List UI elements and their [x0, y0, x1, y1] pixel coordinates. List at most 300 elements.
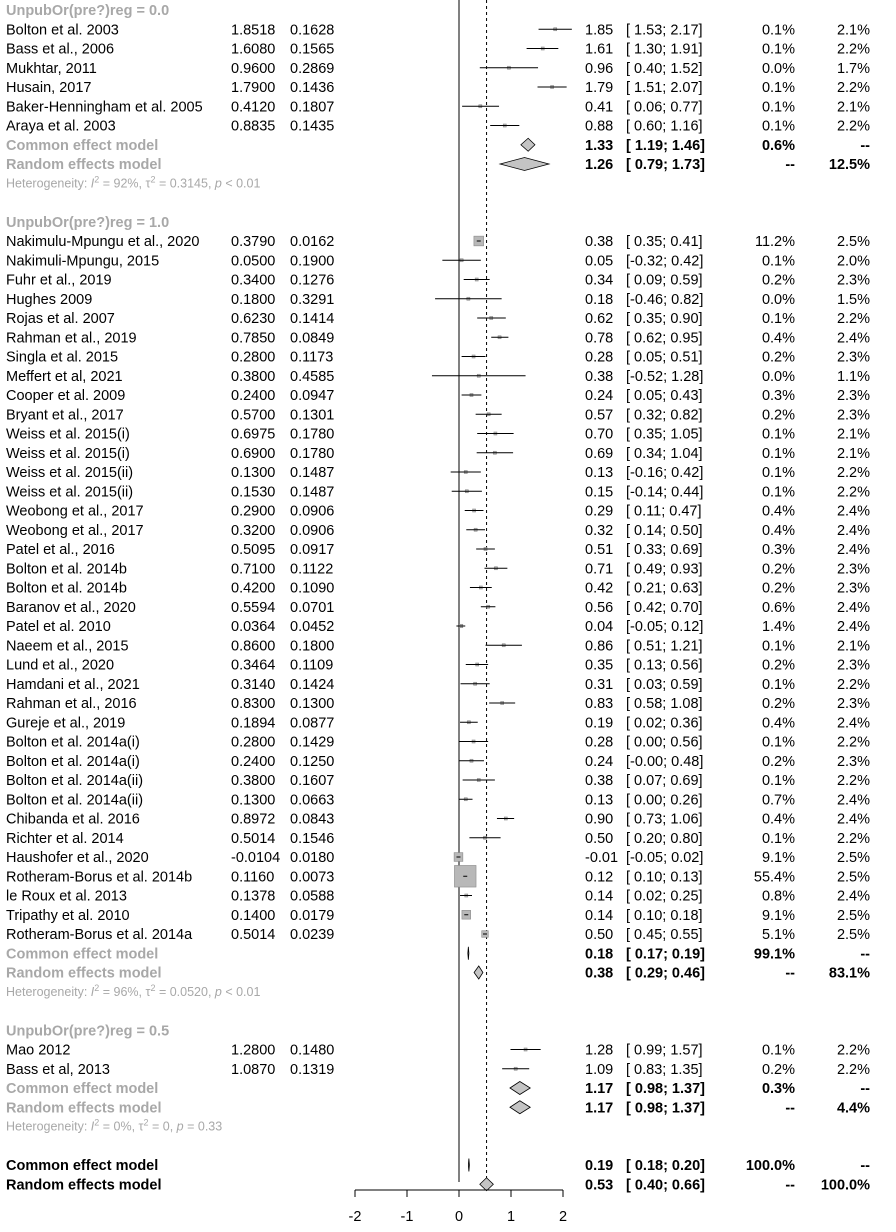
study-name: Bryant et al., 2017	[6, 407, 124, 424]
study-weight-random: 2.4%	[836, 619, 870, 635]
study-weight-random: 2.3%	[836, 388, 870, 404]
summary-estimate: 0.18	[585, 946, 614, 963]
study-weight-random: 2.5%	[836, 850, 870, 866]
heterogeneity-part: p	[214, 984, 222, 999]
summary-estimate: 0.38	[585, 965, 614, 982]
heterogeneity-part: 2	[143, 1117, 149, 1128]
study-te: 0.5014	[231, 927, 276, 943]
study-sete: 0.1090	[290, 580, 335, 597]
study-name: Rotheram-Borus et al. 2014b	[6, 869, 193, 886]
study-estimate: 0.13	[585, 465, 614, 481]
study-weight-common: 0.2%	[761, 272, 795, 289]
study-weight-random: 2.1%	[836, 99, 870, 116]
study-weight-random: 2.4%	[836, 811, 870, 828]
study-name: Chibanda et al. 2016	[6, 811, 140, 828]
study-estimate: 0.88	[585, 118, 614, 135]
study-estimate: 0.32	[585, 522, 614, 539]
study-estimate: 0.96	[585, 60, 614, 77]
study-sete: 0.1429	[290, 734, 335, 751]
study-sete: 0.0162	[290, 234, 335, 250]
study-estimate: 0.14	[585, 888, 614, 905]
study-sete: 0.0906	[290, 503, 335, 520]
study-estimate: 0.18	[585, 291, 614, 308]
study-sete: 0.1276	[290, 272, 335, 289]
summary-diamond	[500, 158, 549, 171]
summary-diamond	[468, 947, 469, 960]
study-ci: [ 0.20; 0.80]	[626, 830, 703, 847]
study-weight-common: 0.1%	[761, 1042, 795, 1059]
study-estimate: 0.56	[585, 599, 614, 616]
heterogeneity-part: = 0%,	[99, 1119, 139, 1134]
study-sete: 0.1122	[290, 561, 334, 578]
study-name: Weiss et al. 2015(i)	[6, 445, 130, 462]
study-name: Husain, 2017	[6, 80, 92, 96]
summary-diamond	[510, 1101, 530, 1114]
study-estimate: 0.35	[585, 657, 614, 674]
study-name: Baranov et al., 2020	[6, 599, 136, 616]
summary-estimate: 0.53	[585, 1177, 614, 1194]
summary-weight-common: --	[785, 157, 795, 173]
study-weight-common: 0.0%	[761, 60, 795, 77]
study-name: le Roux et al. 2013	[6, 888, 127, 905]
study-weight-common: 0.2%	[761, 580, 795, 597]
study-name: Weiss et al. 2015(ii)	[6, 484, 134, 501]
study-sete: 0.1300	[290, 696, 335, 712]
study-ci: [ 0.35; 0.41]	[626, 234, 703, 250]
study-sete: 0.1780	[290, 426, 335, 443]
study-name: Bolton et al. 2003	[6, 22, 119, 39]
study-weight-random: 2.3%	[836, 407, 870, 424]
study-weight-random: 2.4%	[836, 542, 870, 558]
study-te: 0.8835	[231, 118, 276, 135]
heterogeneity-part: Heterogeneity:	[6, 1119, 91, 1134]
heterogeneity-part: = 0.3145,	[155, 176, 215, 191]
study-te: 0.1530	[231, 484, 276, 501]
study-weight-common: 0.4%	[761, 522, 795, 539]
study-sete: 0.0701	[290, 599, 335, 616]
study-weight-common: 0.4%	[761, 811, 795, 828]
study-te: 0.1800	[231, 291, 276, 308]
study-name: Naeem et al., 2015	[6, 638, 129, 655]
study-sete: 0.1424	[290, 676, 335, 693]
study-name: Bolton et al. 2014a(i)	[6, 734, 140, 751]
study-name: Patel et al. 2010	[6, 619, 111, 635]
study-estimate: 0.15	[585, 484, 614, 501]
summary-label: Random effects model	[6, 1100, 162, 1117]
summary-weight-random: 100.0%	[820, 1177, 870, 1194]
heterogeneity-part: τ	[145, 176, 151, 191]
study-te: 0.3464	[231, 657, 276, 674]
study-name: Singla et al. 2015	[6, 349, 119, 366]
heterogeneity-part: = 92%,	[99, 176, 146, 191]
study-te: 0.9600	[231, 60, 276, 77]
study-estimate: 0.51	[585, 542, 614, 558]
study-weight-common: 0.2%	[761, 696, 795, 712]
summary-diamond	[521, 138, 535, 151]
study-ci: [ 0.05; 0.51]	[626, 349, 703, 366]
study-weight-common: 9.1%	[761, 850, 795, 866]
study-weight-common: 1.4%	[761, 619, 795, 635]
study-sete: 0.1565	[290, 41, 335, 58]
study-weight-random: 2.4%	[836, 792, 870, 809]
study-ci: [-0.00; 0.48]	[626, 753, 704, 770]
study-weight-random: 2.2%	[836, 41, 870, 58]
study-ci: [ 0.06; 0.77]	[626, 99, 703, 116]
study-sete: 0.0239	[290, 927, 335, 943]
study-weight-random: 2.2%	[836, 734, 870, 751]
study-estimate: 0.38	[585, 773, 614, 789]
study-weight-common: 0.1%	[761, 253, 795, 270]
study-te: 0.1160	[231, 869, 275, 886]
study-ci: [ 0.35; 0.90]	[626, 311, 703, 327]
study-te: 0.0364	[231, 619, 276, 635]
study-weight-random: 2.3%	[836, 696, 870, 712]
study-weight-common: 11.2%	[754, 234, 795, 250]
study-name: Nakimulu-Mpungu et al., 2020	[6, 234, 200, 250]
summary-weight-random: --	[860, 946, 870, 963]
study-sete: 0.1250	[290, 753, 335, 770]
study-ci: [ 0.99; 1.57]	[626, 1042, 703, 1059]
study-weight-random: 2.3%	[836, 753, 870, 770]
study-weight-common: 0.6%	[761, 599, 795, 616]
study-weight-random: 2.3%	[836, 561, 870, 578]
study-sete: 0.0917	[290, 542, 335, 558]
study-estimate: 0.50	[585, 830, 614, 847]
study-te: 0.1400	[231, 907, 276, 924]
study-weight-common: 0.2%	[761, 561, 795, 578]
study-ci: [ 0.21; 0.63]	[626, 580, 703, 597]
study-sete: 0.1480	[290, 1042, 335, 1059]
study-estimate: 0.31	[585, 676, 614, 693]
summary-diamond	[480, 1178, 494, 1191]
subgroup-header: UnpubOr(pre?)reg = 0.0	[6, 3, 170, 19]
study-te: 0.1300	[231, 792, 276, 809]
study-estimate: 0.38	[585, 368, 614, 385]
study-name: Gureje et al., 2019	[6, 715, 126, 732]
study-sete: 0.1414	[290, 311, 335, 327]
x-axis-tick-label: -1	[400, 1209, 414, 1225]
study-ci: [-0.52; 1.28]	[626, 368, 704, 385]
study-estimate: 1.85	[585, 22, 614, 39]
study-name: Bolton et al. 2014a(ii)	[6, 773, 144, 789]
summary-ci: [ 0.29; 0.46]	[626, 965, 705, 982]
study-weight-common: 0.1%	[761, 676, 795, 693]
study-ci: [ 0.34; 1.04]	[626, 445, 703, 462]
study-ci: [-0.05; 0.02]	[626, 850, 704, 866]
study-te: 0.5700	[231, 407, 276, 424]
study-name: Hughes 2009	[6, 291, 93, 308]
study-weight-random: 2.4%	[836, 888, 870, 905]
study-ci: [ 1.51; 2.07]	[626, 80, 703, 96]
study-weight-random: 2.3%	[836, 580, 870, 597]
study-estimate: 0.50	[585, 927, 614, 943]
summary-weight-common: 100.0%	[745, 1158, 795, 1174]
study-name: Mao 2012	[6, 1042, 71, 1059]
study-te: 0.1300	[231, 465, 276, 481]
summary-label: Common effect model	[6, 137, 159, 154]
study-te: 1.7900	[231, 80, 276, 96]
subgroup-header: UnpubOr(pre?)reg = 0.5	[6, 1023, 170, 1040]
study-weight-common: 0.1%	[761, 99, 795, 116]
study-estimate: 0.90	[585, 811, 614, 828]
study-te: 1.2800	[231, 1042, 276, 1059]
study-weight-common: 0.1%	[761, 311, 795, 327]
study-estimate: 0.24	[585, 753, 614, 770]
study-name: Bolton et al. 2014a(i)	[6, 753, 140, 770]
study-ci: [-0.16; 0.42]	[626, 465, 704, 481]
study-ci: [ 0.09; 0.59]	[626, 272, 703, 289]
study-sete: 0.1807	[290, 99, 335, 116]
study-name: Baker-Henningham et al. 2005	[6, 99, 203, 116]
heterogeneity-part: p	[176, 1119, 184, 1134]
study-ci: [ 0.83; 1.35]	[626, 1061, 703, 1078]
study-estimate: 1.79	[585, 80, 614, 96]
study-ci: [ 0.73; 1.06]	[626, 811, 703, 828]
study-estimate: 0.38	[585, 234, 614, 250]
summary-estimate: 1.26	[585, 157, 614, 173]
study-te: 1.6080	[231, 41, 276, 58]
summary-ci: [ 0.17; 0.19]	[626, 946, 705, 963]
study-sete: 0.0947	[290, 388, 335, 404]
study-estimate: 1.09	[585, 1061, 614, 1078]
study-te: 0.6230	[231, 311, 276, 327]
summary-estimate: 1.33	[585, 137, 614, 154]
study-weight-random: 2.2%	[836, 773, 870, 789]
study-weight-random: 2.2%	[836, 118, 870, 135]
study-estimate: 0.70	[585, 426, 614, 443]
summary-ci: [ 1.19; 1.46]	[626, 137, 705, 154]
heterogeneity-part: Heterogeneity:	[6, 984, 91, 999]
study-te: 0.3400	[231, 272, 276, 289]
study-ci: [ 0.11; 0.47]	[626, 503, 702, 520]
heterogeneity-part: < 0.01	[221, 984, 261, 999]
summary-weight-common: --	[785, 965, 795, 982]
heterogeneity-part: τ	[138, 1119, 144, 1134]
study-weight-common: 9.1%	[761, 907, 795, 924]
study-weight-common: 0.3%	[761, 388, 795, 404]
study-estimate: 0.86	[585, 638, 614, 655]
heterogeneity-part: I	[90, 176, 95, 191]
study-weight-common: 0.2%	[761, 407, 795, 424]
study-sete: 0.0588	[290, 888, 335, 905]
summary-estimate: 1.17	[585, 1100, 614, 1117]
study-ci: [ 0.45; 0.55]	[626, 927, 703, 943]
study-te: 0.3790	[231, 234, 276, 250]
study-weight-random: 1.5%	[836, 291, 870, 308]
study-name: Rojas et al. 2007	[6, 311, 115, 327]
heterogeneity-part: I	[90, 984, 95, 999]
study-sete: 0.0663	[290, 792, 335, 809]
study-te: 0.6900	[231, 445, 276, 462]
study-weight-random: 2.2%	[836, 676, 870, 693]
study-sete: 0.1173	[290, 349, 334, 366]
study-estimate: 0.28	[585, 349, 614, 366]
heterogeneity-part: = 0,	[148, 1119, 177, 1134]
study-estimate: -0.01	[585, 850, 619, 866]
study-weight-common: 0.1%	[761, 484, 795, 501]
study-ci: [ 0.35; 1.05]	[626, 426, 703, 443]
study-te: 0.1378	[231, 888, 276, 905]
study-te: 0.5594	[231, 599, 276, 616]
study-weight-random: 2.5%	[836, 234, 870, 250]
study-sete: 0.0452	[290, 619, 335, 635]
study-sete: 0.0073	[290, 869, 335, 886]
study-estimate: 0.69	[585, 445, 614, 462]
summary-label: Common effect model	[6, 946, 159, 963]
study-sete: 0.2869	[290, 60, 335, 77]
summary-weight-common: 0.6%	[761, 137, 795, 154]
study-estimate: 1.28	[585, 1042, 614, 1059]
study-sete: 0.1780	[290, 445, 335, 462]
study-weight-common: 0.7%	[761, 792, 795, 809]
study-weight-random: 2.4%	[836, 522, 870, 539]
study-estimate: 0.42	[585, 580, 614, 597]
study-sete: 0.0906	[290, 522, 335, 539]
summary-weight-random: --	[860, 137, 870, 154]
study-ci: [ 0.62; 0.95]	[626, 330, 703, 347]
study-weight-random: 2.3%	[836, 349, 870, 366]
study-name: Weiss et al. 2015(ii)	[6, 465, 134, 481]
study-estimate: 0.19	[585, 715, 614, 732]
study-ci: [ 0.51; 1.21]	[626, 638, 703, 655]
summary-label: Random effects model	[6, 965, 162, 982]
study-te: 0.3800	[231, 368, 276, 385]
study-estimate: 0.62	[585, 311, 614, 327]
study-sete: 0.1436	[290, 80, 335, 96]
heterogeneity-text	[6, 1118, 222, 1134]
study-estimate: 1.61	[585, 41, 614, 58]
study-weight-random: 2.3%	[836, 657, 870, 674]
heterogeneity-part: p	[214, 176, 222, 191]
study-weight-random: 2.4%	[836, 599, 870, 616]
study-name: Patel et al., 2016	[6, 542, 115, 558]
study-weight-random: 2.1%	[836, 638, 870, 655]
study-sete: 0.0849	[290, 330, 335, 347]
study-weight-random: 2.5%	[836, 907, 870, 924]
summary-diamond	[510, 1082, 530, 1095]
study-te: 0.1894	[231, 715, 276, 732]
study-te: -0.0104	[231, 850, 281, 866]
heterogeneity-part: τ	[145, 984, 151, 999]
study-sete: 0.1487	[290, 484, 335, 501]
summary-weight-random: --	[860, 1081, 870, 1097]
heterogeneity-part: Heterogeneity:	[6, 176, 91, 191]
study-weight-common: 0.0%	[761, 368, 795, 385]
study-weight-random: 1.1%	[836, 368, 870, 385]
study-weight-common: 0.1%	[761, 445, 795, 462]
study-weight-common: 0.1%	[761, 80, 795, 96]
study-ci: [ 0.10; 0.18]	[626, 907, 703, 924]
heterogeneity-part: < 0.01	[221, 176, 261, 191]
study-weight-common: 0.1%	[761, 465, 795, 481]
study-weight-common: 0.1%	[761, 638, 795, 655]
study-te: 0.6975	[231, 426, 276, 443]
study-te: 0.7850	[231, 330, 276, 347]
study-sete: 0.1301	[290, 407, 335, 424]
study-estimate: 0.34	[585, 272, 614, 289]
study-ci: [ 0.58; 1.08]	[626, 696, 703, 712]
summary-weight-common: 99.1%	[753, 946, 795, 963]
study-te: 0.2800	[231, 349, 276, 366]
study-weight-random: 2.2%	[836, 465, 870, 481]
study-te: 0.4200	[231, 580, 276, 597]
study-weight-random: 2.4%	[836, 330, 870, 347]
study-name: Rotheram-Borus et al. 2014a	[6, 927, 193, 943]
x-axis-tick-label: -2	[348, 1209, 362, 1225]
study-ci: [ 0.02; 0.36]	[626, 715, 703, 732]
study-weight-common: 0.4%	[761, 503, 795, 520]
summary-ci: [ 0.40; 0.66]	[626, 1177, 705, 1194]
study-ci: [ 0.32; 0.82]	[626, 407, 703, 424]
summary-weight-random: 4.4%	[836, 1100, 870, 1117]
heterogeneity-part: 2	[94, 1117, 100, 1128]
heterogeneity-part: 2	[94, 982, 100, 993]
summary-weight-random: 83.1%	[828, 965, 870, 982]
study-name: Lund et al., 2020	[6, 657, 115, 674]
study-sete: 0.3291	[290, 291, 335, 308]
study-te: 0.7100	[231, 561, 276, 578]
study-name: Richter et al. 2014	[6, 830, 124, 847]
summary-label: Random effects model	[6, 1177, 162, 1194]
subgroup-header: UnpubOr(pre?)reg = 1.0	[6, 214, 170, 231]
study-sete: 0.1487	[290, 465, 335, 481]
study-weight-common: 0.4%	[761, 330, 795, 347]
heterogeneity-part: = 96%,	[99, 984, 146, 999]
study-ci: [-0.46; 0.82]	[626, 291, 704, 308]
study-weight-common: 0.1%	[761, 830, 795, 847]
study-weight-random: 2.1%	[836, 445, 870, 462]
study-estimate: 0.29	[585, 503, 614, 520]
study-ci: [-0.32; 0.42]	[626, 253, 704, 270]
study-weight-common: 0.1%	[761, 773, 795, 789]
study-ci: [ 0.03; 0.59]	[626, 676, 703, 693]
study-name: Weobong et al., 2017	[6, 522, 144, 539]
study-weight-common: 0.2%	[761, 657, 795, 674]
study-weight-common: 5.1%	[761, 927, 795, 943]
study-estimate: 0.83	[585, 696, 614, 712]
study-te: 0.5095	[231, 542, 276, 558]
study-estimate: 0.71	[585, 561, 614, 578]
study-weight-common: 0.1%	[761, 22, 795, 39]
study-sete: 0.0877	[290, 715, 335, 732]
summary-ci: [ 0.18; 0.20]	[626, 1158, 705, 1174]
study-weight-common: 0.2%	[761, 753, 795, 770]
study-ci: [ 0.42; 0.70]	[626, 599, 703, 616]
study-name: Araya et al. 2003	[6, 118, 116, 135]
study-name: Bolton et al. 2014a(ii)	[6, 792, 144, 809]
study-weight-common: 0.0%	[761, 291, 795, 308]
study-weight-common: 0.1%	[761, 734, 795, 751]
study-te: 0.8300	[231, 696, 276, 712]
study-sete: 0.4585	[290, 368, 335, 385]
heterogeneity-part: 2	[150, 174, 156, 185]
study-sete: 0.0843	[290, 811, 335, 828]
summary-ci: [ 0.98; 1.37]	[626, 1100, 705, 1117]
study-sete: 0.1628	[290, 22, 335, 39]
heterogeneity-part: 2	[94, 174, 100, 185]
study-ci: [ 0.13; 0.56]	[626, 657, 703, 674]
study-weight-random: 2.0%	[836, 253, 870, 270]
study-sete: 0.1546	[290, 830, 335, 847]
study-sete: 0.0179	[290, 907, 335, 924]
study-sete: 0.1319	[290, 1061, 335, 1078]
study-weight-random: 2.5%	[836, 869, 870, 886]
study-sete: 0.1435	[290, 118, 335, 135]
study-name: Bass et al, 2013	[6, 1061, 110, 1078]
study-weight-common: 0.1%	[761, 41, 795, 58]
heterogeneity-text	[6, 983, 260, 999]
study-weight-random: 2.4%	[836, 715, 870, 732]
